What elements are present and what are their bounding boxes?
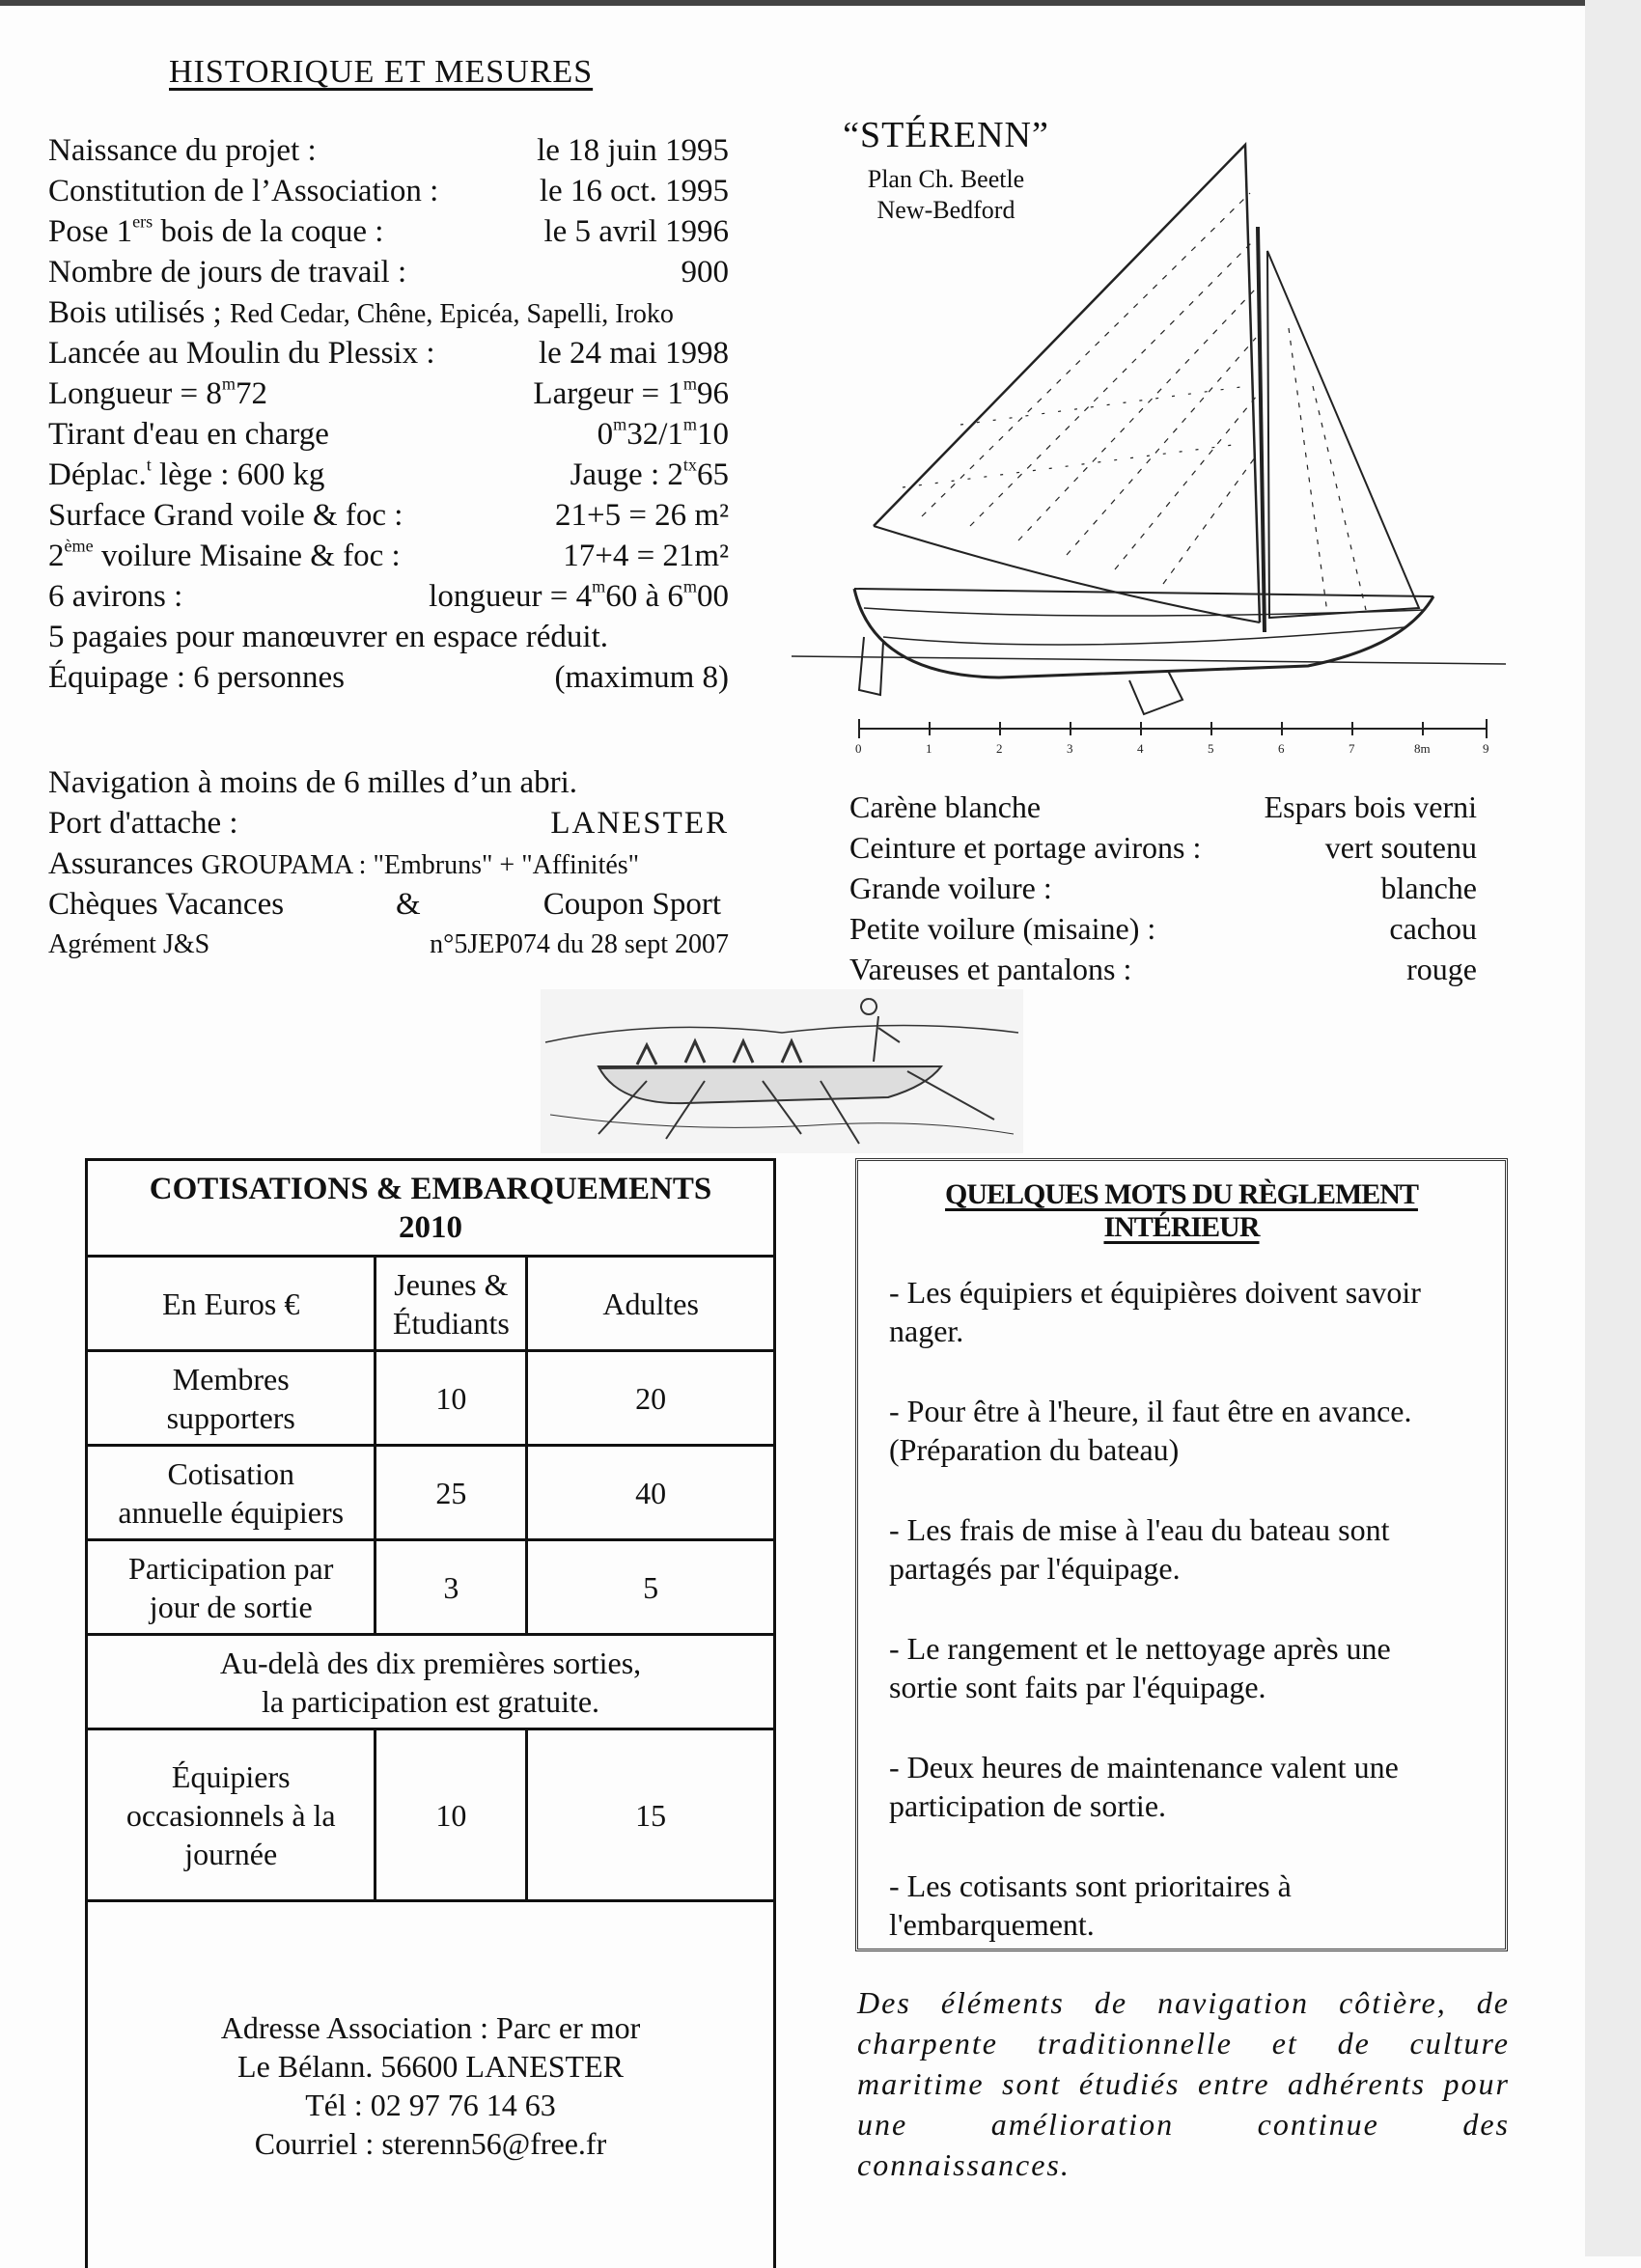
address-line: Le Bélann. 56600 LANESTER bbox=[96, 2047, 765, 2086]
closing-paragraph: Des éléments de navigation côtière, de charpente traditionnelle et de culture maritime sont étudiés entre adhérents pour une amélioration continue des connaissances. bbox=[857, 1982, 1510, 2185]
scan-right-margin bbox=[1585, 0, 1641, 2256]
row-deplacement: Déplac.$^t$ lège : 600 kg Jauge : $2^{tx}65$ bbox=[48, 455, 729, 495]
cotisations-table bbox=[85, 1158, 776, 2268]
rule-item: - Pour être à l'heure, il faut être en avance. (Préparation du bateau) bbox=[879, 1392, 1484, 1469]
row-naissance: Naissance du projet : le 18 juin 1995 bbox=[48, 130, 729, 171]
navigation-limit: Navigation à moins de 6 milles d’un abri. bbox=[48, 762, 729, 803]
table-header bbox=[87, 1257, 775, 1351]
scale-tick-0: 0 bbox=[855, 741, 862, 756]
color-row: Petite voilure (misaine) : cachou bbox=[849, 908, 1477, 949]
table-row: Participation par jour de sortie 3 5 bbox=[87, 1540, 775, 1635]
table-address bbox=[87, 1901, 775, 2268]
scale-tick-7: 7 bbox=[1349, 741, 1355, 756]
rule-item: - Deux heures de maintenance valent une participation de sortie. bbox=[879, 1748, 1484, 1825]
row-pose: Pose 1ers bois de la coque : le 5 avril 1996 bbox=[48, 211, 729, 252]
boat-colors bbox=[849, 787, 1477, 989]
row-surface: Surface Grand voile & foc : 21+5 = 26 m² bbox=[48, 495, 729, 536]
row-constitution: Constitution de l’Association : le 16 oct. 1995 bbox=[48, 171, 729, 211]
row-bois: Bois utilisés ; Red Cedar, Chêne, Epicéa, Sapelli, Iroko bbox=[48, 292, 729, 333]
col-euros: En Euros € bbox=[87, 1257, 375, 1351]
table-row: Équipiers occasionnels à la journée 10 15 bbox=[87, 1729, 775, 1901]
boat-drawing bbox=[787, 135, 1511, 762]
boat-name: “STÉRENN” bbox=[825, 114, 1067, 156]
table-row: Membres supporters 10 20 bbox=[87, 1351, 775, 1446]
row-jours: Nombre de jours de travail : 900 bbox=[48, 252, 729, 292]
row-voilure2: 2ème voilure Misaine & foc : 17+4 = 21m² bbox=[48, 536, 729, 576]
col-adultes: Adultes bbox=[527, 1257, 775, 1351]
reglement-title: QUELQUES MOTS DU RÈGLEMENT INTÉRIEUR bbox=[879, 1178, 1484, 1244]
rule-item: - Les frais de mise à l'eau du bateau sont partagés par l'équipage. bbox=[879, 1510, 1484, 1588]
scale-tick-1: 1 bbox=[926, 741, 932, 756]
rule-item: - Les cotisants sont prioritaires à l'embarquement. bbox=[879, 1867, 1484, 1944]
row-dimensions: Longueur = $8^m72$ Largeur = $1^m96$ bbox=[48, 373, 729, 414]
row-pagaies: 5 pagaies pour manœuvrer en espace réduit. bbox=[48, 617, 729, 657]
row-equipage: Équipage : 6 personnes (maximum 8) bbox=[48, 657, 729, 698]
row-tirant: Tirant d'eau en charge 0$^m$32/1$^m$10 bbox=[48, 414, 729, 455]
color-row: Carène blanche Espars bois verni bbox=[849, 787, 1477, 827]
scale-tick-2: 2 bbox=[996, 741, 1003, 756]
cheques-vacances: Chèques Vacances & Coupon Sport bbox=[48, 884, 729, 925]
scale-tick-9: 9 bbox=[1483, 741, 1489, 756]
table-row: Cotisation annuelle équipiers 25 40 bbox=[87, 1446, 775, 1540]
scan-top-edge bbox=[0, 0, 1641, 6]
table-title: COTISATIONS & EMBARQUEMENTS 2010 bbox=[87, 1160, 775, 1257]
color-row: Grande voilure : blanche bbox=[849, 868, 1477, 908]
rule-item: - Le rangement et le nettoyage après une sortie sont faits par l'équipage. bbox=[879, 1629, 1484, 1706]
rule-item: - Les équipiers et équipières doivent savoir nager. bbox=[879, 1273, 1484, 1350]
phone: Tél : 02 97 76 14 63 bbox=[96, 2086, 765, 2124]
historique-list bbox=[48, 130, 729, 698]
scale-tick-5: 5 bbox=[1208, 741, 1214, 756]
scale-tick-6: 6 bbox=[1278, 741, 1285, 756]
color-row: Ceinture et portage avirons : vert soutenu bbox=[849, 827, 1477, 868]
agrement: Agrément J&S n°5JEP074 du 28 sept 2007 bbox=[48, 925, 729, 965]
email: Courriel : sterenn56@free.fr bbox=[96, 2124, 765, 2163]
rowing-boat-sketch bbox=[541, 989, 1023, 1153]
address-line: Adresse Association : Parc er mor bbox=[96, 2008, 765, 2047]
historique-title: HISTORIQUE ET MESURES bbox=[169, 54, 593, 91]
color-row: Vareuses et pantalons : rouge bbox=[849, 949, 1477, 989]
table-note: Au-delà des dix premières sorties, la participation est gratuite. bbox=[87, 1635, 775, 1729]
scale-tick-4: 4 bbox=[1137, 741, 1144, 756]
port-attache: Port d'attache : LANESTER bbox=[48, 803, 729, 844]
scale-tick-8: 8m bbox=[1414, 741, 1431, 756]
reglement-box bbox=[855, 1158, 1508, 1951]
col-jeunes: Jeunes & Étudiants bbox=[375, 1257, 527, 1351]
boat-plan: Plan Ch. Beetle New-Bedford bbox=[825, 164, 1067, 226]
assurances: Assurances GROUPAMA : "Embruns" + "Affinités" bbox=[48, 844, 729, 884]
scale-bar bbox=[849, 709, 1506, 758]
navigation-info bbox=[48, 762, 729, 965]
scale-tick-3: 3 bbox=[1067, 741, 1073, 756]
row-avirons: 6 avirons : longueur = $4^m60$ à 6$^m$00 bbox=[48, 576, 729, 617]
row-lancee: Lancée au Moulin du Plessix : le 24 mai 1998 bbox=[48, 333, 729, 373]
